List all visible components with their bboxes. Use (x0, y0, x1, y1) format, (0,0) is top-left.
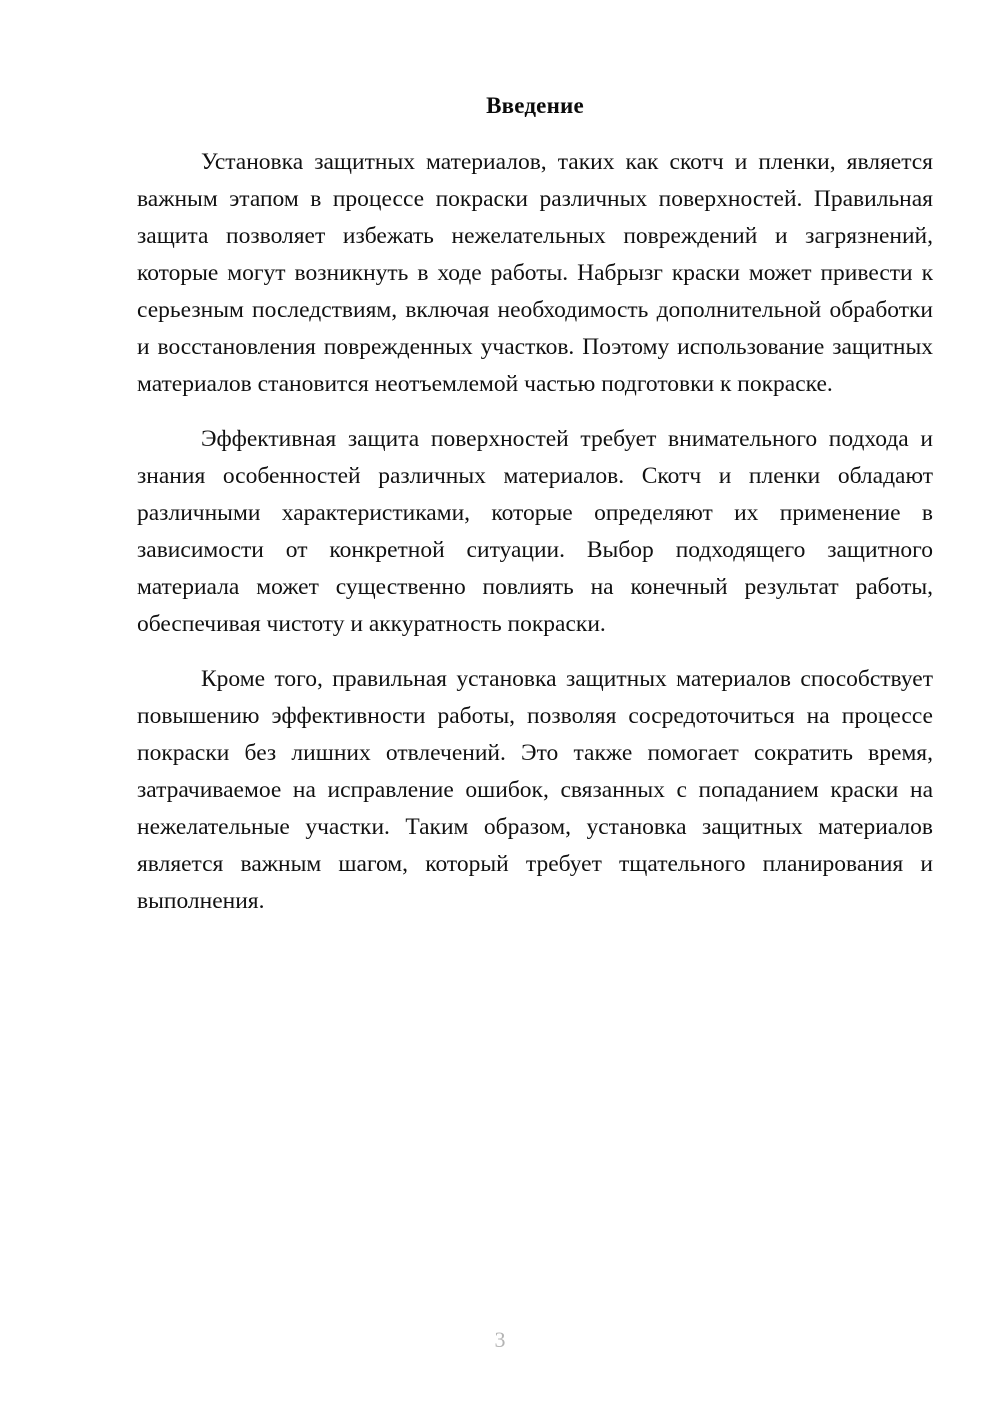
paragraph: Эффективная защита поверхностей требует внимательного подхода и знания особенностей различных материалов. Скотч и пленки обладают различными характеристиками, которые определяют их применение в зависимости от конкретной ситуации. Выбор подходящего защитного материала может существенно повлиять на конечный результат работы, обеспечивая чистоту и аккуратность покраски. (137, 425, 933, 637)
paragraph: Кроме того, правильная установка защитных материалов способствует повышению эффективности работы, позволяя сосредоточиться на процессе покраски без лишних отвлечений. Это также помогает сократить время, затрачиваемое на исправление ошибок, связанных с попаданием краски на нежелательные участки. Таким образом, установка защитных материалов является важным шагом, который требует тщательного планирования и выполнения. (137, 665, 933, 914)
page-number: 3 (494, 1327, 506, 1352)
body-text-block (137, 144, 933, 920)
page-title: Введение (486, 93, 584, 118)
page-content (137, 0, 933, 920)
paragraph: Установка защитных материалов, таких как скотч и пленки, является важным этапом в процессе покраски различных поверхностей. Правильная защита позволяет избежать нежелательных повреждений и загрязнений, которые могут возникнуть в ходе работы. Набрызг краски может привести к серьезным последствиям, включая необходимость дополнительной обработки и восстановления поврежденных участков. Поэтому использование защитных материалов становится неотъемлемой частью подготовки к покраске. (137, 148, 933, 397)
